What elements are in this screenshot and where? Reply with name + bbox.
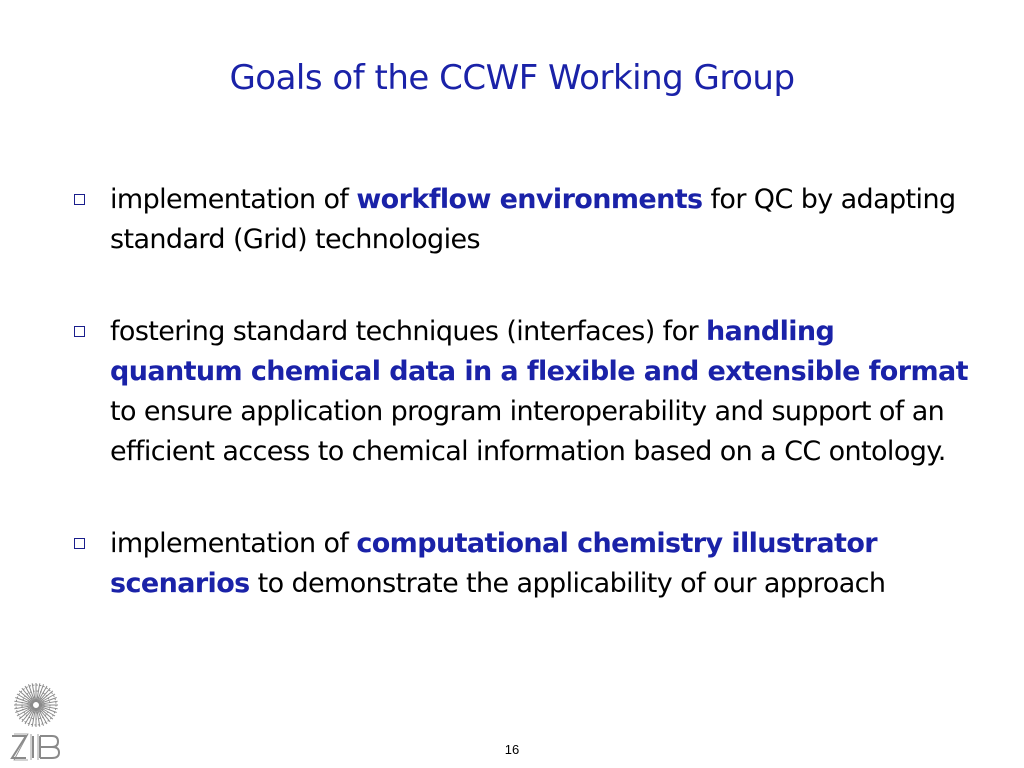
bullet-text: fostering standard techniques (interfaces) for (110, 316, 706, 347)
bullet-text: for QC by adapting standard (Grid) technologies (110, 184, 956, 255)
slide-title: Goals of the CCWF Working Group (229, 58, 795, 98)
bullet-text: to ensure application program interoperability and support of an efficient access to chemical information based on a CC ontology. (110, 396, 946, 467)
bullet-highlight: computational chemistry illustrator scenarios (110, 528, 877, 599)
bullet-highlight: handling quantum chemical data in a flexible and extensible format (110, 316, 968, 387)
bullet-text: implementation of (110, 184, 357, 215)
bullet-highlight: workflow environments (356, 184, 703, 215)
bullet-list (72, 180, 972, 604)
square-bullet-icon (74, 538, 85, 549)
bullet-item (72, 312, 972, 472)
page-number: 16 (504, 742, 520, 757)
bullet-text: to demonstrate the applicability of our approach (249, 568, 886, 599)
bullet-item (72, 180, 972, 260)
square-bullet-icon (74, 326, 85, 337)
square-bullet-icon (74, 194, 85, 205)
bullet-text: implementation of (110, 528, 357, 559)
bullet-item (72, 524, 972, 604)
